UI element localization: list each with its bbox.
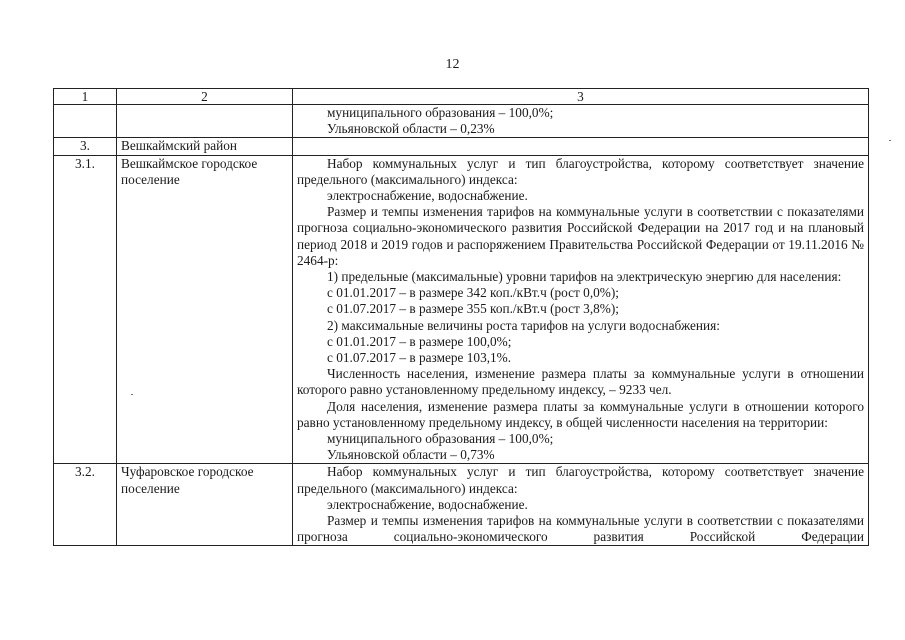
description-paragraph: с 01.07.2017 – в размере 355 коп./кВт.ч (рост 3,8%);	[327, 301, 619, 317]
scan-speck	[131, 394, 133, 395]
tariff-table	[53, 88, 869, 546]
territory-name: Вешкаймский район	[117, 138, 293, 155]
column-header-3: 3	[293, 89, 869, 105]
row-number: 3.	[54, 138, 117, 155]
tariff-description	[293, 138, 869, 155]
territory-name	[117, 105, 293, 138]
description-paragraph: электроснабжение, водоснабжение.	[327, 188, 528, 204]
description-paragraph: муниципального образования – 100,0%;	[327, 431, 554, 447]
description-paragraph: Набор коммунальных услуг и тип благоустройства, которому соответствует значение предельного (максимального) индекса:	[297, 464, 864, 496]
description-paragraph: 2) максимальные величины роста тарифов на услуги водоснабжения:	[327, 317, 720, 333]
tariff-description	[293, 105, 869, 138]
description-paragraph: Численность населения, изменение размера платы за коммунальные услуги в отношении которого равно установленному предельному индексу, – 9233 чел.	[297, 366, 864, 398]
description-paragraph: Доля населения, изменение размера платы за коммунальные услуги в отношении которого равно установленному предельному индексу, в общей численности населения на территории:	[297, 398, 864, 430]
column-header-1: 1	[54, 89, 117, 105]
column-header-2: 2	[117, 89, 293, 105]
description-paragraph: Набор коммунальных услуг и тип благоустройства, которому соответствует значение предельного (максимального) индекса:	[297, 155, 864, 187]
scan-speck	[889, 140, 891, 141]
description-paragraph: с 01.07.2017 – в размере 103,1%.	[327, 350, 512, 366]
description-paragraph: электроснабжение, водоснабжение.	[327, 496, 528, 512]
description-paragraph: Ульяновской области – 0,23%	[327, 121, 495, 137]
territory-name: Вешкаймское городское поселение	[117, 155, 293, 464]
territory-name: Чуфаровское городское поселение	[117, 464, 293, 546]
description-paragraph: с 01.01.2017 – в размере 342 коп./кВт.ч (рост 0,0%);	[327, 285, 619, 301]
row-number: 3.1.	[54, 155, 117, 464]
tariff-description	[293, 464, 869, 546]
row-number	[54, 105, 117, 138]
table-row	[54, 155, 869, 464]
table-header-row	[54, 89, 869, 105]
table-row	[54, 464, 869, 546]
description-paragraph: муниципального образования – 100,0%;	[327, 105, 554, 120]
description-paragraph: Размер и темпы изменения тарифов на коммунальные услуги в соответствии с показателями прогноза социально-экономического развития Российской Федерации на 2017 год и на плановый период 2018 и 2019 годов и распоряжением Правительства Российской Федерации от 19.11.2016 № 2464-р:	[297, 204, 864, 268]
row-number: 3.2.	[54, 464, 117, 546]
description-paragraph: Размер и темпы изменения тарифов на коммунальные услуги в соответствии с показателями прогноза социально-экономического развития Российской Федерации	[297, 513, 864, 545]
page-number: 12	[445, 57, 460, 72]
table-row	[54, 105, 869, 138]
description-paragraph: Ульяновской области – 0,73%	[327, 447, 495, 463]
description-paragraph: 1) предельные (максимальные) уровни тарифов на электрическую энергию для населения:	[327, 269, 842, 285]
description-paragraph: с 01.01.2017 – в размере 100,0%;	[327, 333, 512, 349]
tariff-description	[293, 155, 869, 464]
table-row	[54, 138, 869, 155]
